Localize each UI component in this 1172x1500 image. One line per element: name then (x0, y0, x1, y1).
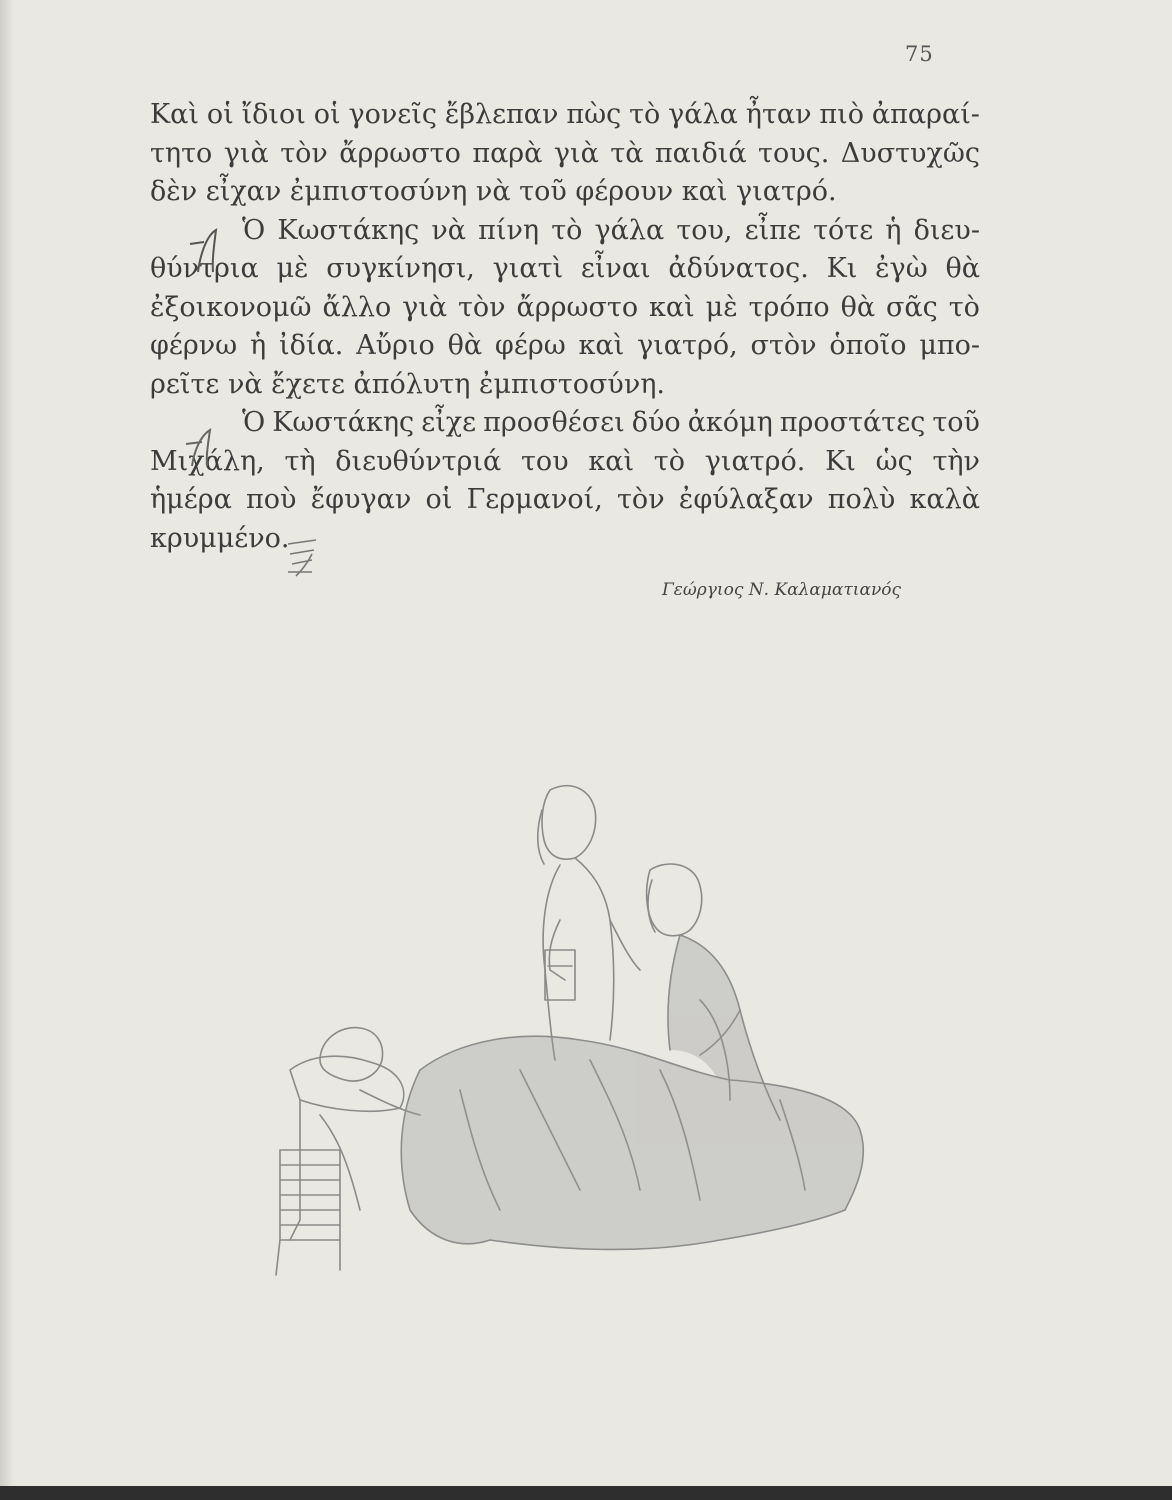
word: τὸ (948, 291, 980, 323)
word: τὸν (617, 484, 665, 515)
handwritten-scribble (282, 532, 322, 582)
word: ἦταν (745, 99, 812, 130)
word: Δυστυχῶς (840, 137, 980, 169)
word: γονεῖς (348, 99, 437, 130)
word: ἐγὼ (875, 253, 928, 284)
word: γάλα (594, 214, 665, 246)
word: νὰ (431, 214, 467, 246)
word: σᾶς (885, 291, 938, 323)
word: Κι (825, 445, 856, 477)
author-signature: Γεώργιος Ν. Καλαματιανός (662, 580, 902, 600)
word: θὰ (447, 330, 483, 361)
word: γάλα (668, 99, 738, 130)
word: ποὺ (246, 484, 297, 515)
word: οἱ (313, 99, 341, 130)
text-line (150, 404, 980, 443)
word: Κωστάκης (272, 407, 415, 438)
word: τὰ (610, 137, 644, 169)
word: καὶ (578, 330, 625, 361)
word: διευθύντριά (335, 445, 502, 477)
word: Γερμανοί, (466, 484, 603, 515)
word: γιατρό. (704, 445, 806, 477)
word: θὰ (945, 253, 980, 284)
word: τὸ (551, 214, 583, 246)
word: Κωστάκης (277, 214, 420, 246)
word: ἐξοικονομῶ (150, 291, 312, 323)
word: θὰ (840, 291, 876, 323)
word: μὲ (705, 291, 738, 323)
text-line (150, 250, 980, 289)
word: οἱ (206, 99, 234, 130)
page-left-edge (0, 0, 14, 1500)
word: εἶχε (421, 407, 477, 438)
word: Ὁ (242, 407, 266, 438)
word: μπο- (919, 330, 980, 361)
word: θύντρια (150, 253, 259, 284)
word: δύο (631, 407, 681, 438)
word: προστάτες (779, 407, 926, 438)
word: τὸ (653, 445, 685, 477)
illustration-sickbed (260, 770, 960, 1290)
word: ἔφυγαν (310, 484, 412, 515)
word: τὸν (280, 137, 328, 169)
word: στὸν (750, 330, 817, 361)
word: τὴν (932, 445, 980, 477)
text-line (150, 481, 980, 520)
word: ἐφύλαξαν (678, 484, 814, 515)
handwritten-paragraph-mark (186, 226, 222, 276)
word: ἀκόμη (687, 407, 773, 438)
word: του, (676, 214, 733, 246)
word: ἡ (885, 214, 902, 246)
word: ἴδιοι (241, 99, 306, 130)
word: οἱ (425, 484, 453, 515)
word: ἡμέρα (150, 484, 232, 515)
word: τὸν (457, 291, 506, 323)
word: τὴ (284, 445, 316, 477)
word: του (521, 445, 569, 477)
word: γιὰ (223, 137, 269, 169)
word: Αὔριο (356, 330, 435, 361)
word: ἔβλεπαν (444, 99, 559, 130)
word: τοῦ (932, 407, 980, 438)
text-line (150, 96, 980, 135)
text-line (150, 135, 980, 174)
word: Καὶ (150, 99, 199, 130)
word: μὲ (276, 253, 309, 284)
page-bottom-edge (0, 1486, 1172, 1500)
word: τρόπο (748, 291, 830, 323)
word: ἄρρωστο (516, 291, 639, 323)
story-text (150, 96, 980, 558)
word: ἄλλο (322, 291, 392, 323)
word: γιατὶ (492, 253, 564, 284)
word: Ὁ (242, 214, 266, 246)
text-line: κρυμμένο. (150, 522, 290, 554)
word: ἡ (250, 330, 267, 361)
word: πιὸ (819, 99, 864, 130)
word: καὶ (649, 291, 695, 323)
word: παρὰ (472, 137, 543, 169)
word: διευ- (913, 214, 980, 246)
text-line (150, 443, 980, 482)
word: ὡς (875, 445, 913, 477)
word: συγκίνησι, (326, 253, 475, 284)
word: καλὰ (909, 484, 980, 515)
word: τὸ (629, 99, 661, 130)
word: γιατρό, (637, 330, 738, 361)
word: τητο (150, 137, 213, 169)
word: ὁποῖο (829, 330, 907, 361)
word: ἰδία. (279, 330, 344, 361)
word: εἶναι (580, 253, 651, 284)
text-line: δὲν εἶχαν ἐμπιστοσύνη νὰ τοῦ φέρουν καὶ γιατρό. (150, 176, 837, 207)
word: Κι (826, 253, 858, 284)
word: γιὰ (553, 137, 599, 169)
text-line (150, 289, 980, 328)
word: πίνη (478, 214, 540, 246)
text-line (150, 212, 980, 251)
word: ἄρρωστο (339, 137, 461, 169)
word: φέρω (494, 330, 566, 361)
handwritten-paragraph-mark (182, 424, 218, 470)
word: παιδιά (654, 137, 747, 169)
word: τους. (758, 137, 830, 169)
word: καὶ (588, 445, 635, 477)
word: εἶπε (744, 214, 801, 246)
word: πὼς (566, 99, 622, 130)
word: φέρνω (150, 330, 238, 361)
word: ἀπαραί- (871, 99, 980, 130)
page-number: 75 (905, 42, 934, 66)
word: Μιχάλη, (150, 445, 265, 477)
text-line (150, 327, 980, 366)
word: πολὺ (827, 484, 896, 515)
word: ἀδύνατος. (668, 253, 809, 284)
word: τότε (813, 214, 874, 246)
text-line: ρεῖτε νὰ ἔχετε ἀπόλυτη ἐμπιστοσύνη. (150, 368, 665, 400)
word: προσθέσει (483, 407, 625, 438)
word: γιὰ (402, 291, 448, 323)
